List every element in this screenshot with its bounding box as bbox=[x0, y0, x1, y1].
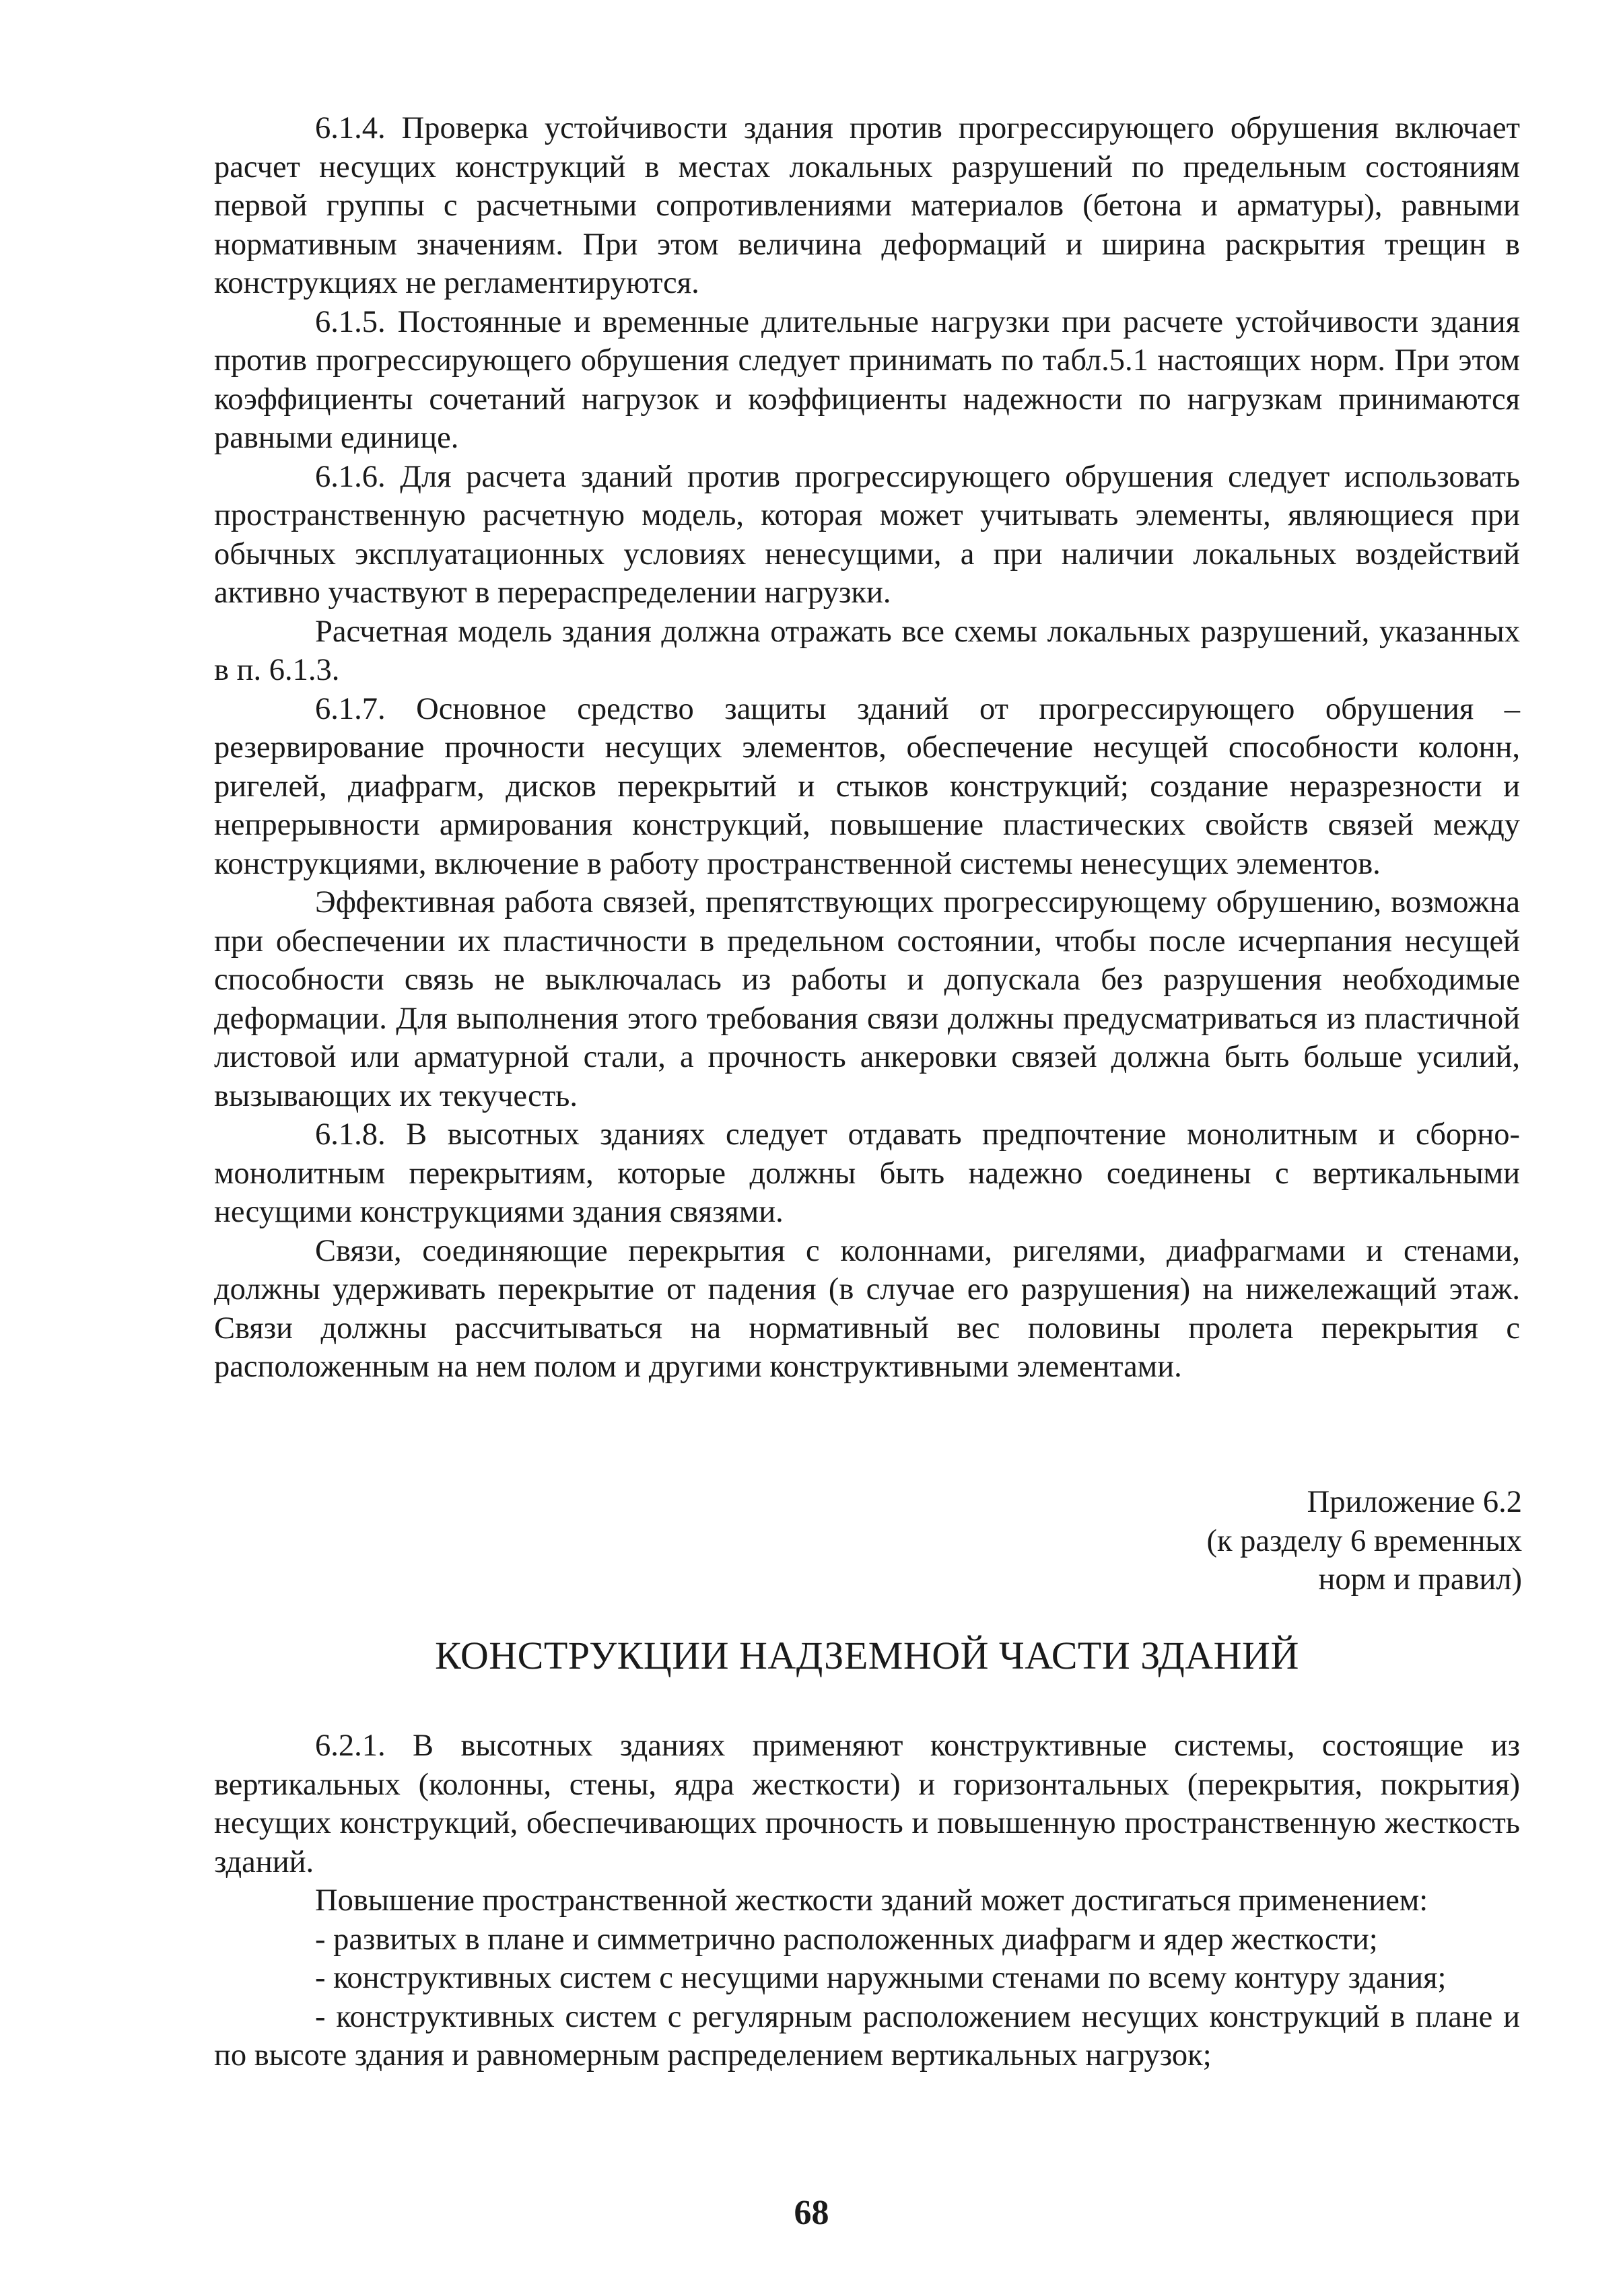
appendix-number: Приложение 6.2 bbox=[1307, 1485, 1522, 1519]
paragraph-6-1-7: 6.1.7. Основное средство защиты зданий от прогрессирующего обрушения – резервирование прочности несущих элементов, обеспечение несущей способности колонн, ригелей, диафрагм, дисков перекрытий и стыков конструкций; создание неразрезности и непрерывности армирования конструкций, повышение пластических свойств связей между конструкциями, включение в работу пространственной системы ненесущих элементов. bbox=[214, 691, 1520, 881]
appendix-header bbox=[1051, 1483, 1522, 1599]
list-item: - развитых в плане и симметрично расположенных диафрагм и ядер жесткости; bbox=[315, 1922, 1378, 1957]
paragraph-effective-ties: Эффективная работа связей, препятствующих прогрессирующему обрушению, возможна при обеспечении их пластичности в предельном состоянии, чтобы после исчерпания несущей способности связь не выключалась из работы и допускала без разрушения необходимые деформации. Для выполнения этого требования связи должны предусматриваться из пластичной листовой или арматурной стали, а прочность анкеровки связей должна быть больше усилий, вызывающих их текучесть. bbox=[214, 885, 1520, 1113]
paragraph-calc-model: Расчетная модель здания должна отражать все схемы локальных разрушений, указанных в п. 6.1.3. bbox=[214, 614, 1520, 687]
paragraph-6-1-5: 6.1.5. Постоянные и временные длительные нагрузки при расчете устойчивости здания против прогрессирующего обрушения следует принимать по табл.5.1 настоящих норм. При этом коэффициенты сочетаний нагрузок и коэффициенты надежности по нагрузкам принимаются равными единице. bbox=[214, 304, 1520, 455]
appendix-reference-cont: норм и правил) bbox=[1318, 1562, 1522, 1597]
page-number: 68 bbox=[794, 2194, 829, 2232]
appendix-reference: (к разделу 6 временных bbox=[1206, 1523, 1522, 1558]
list-item: - конструктивных систем с несущими наружными стенами по всему контуру здания; bbox=[315, 1961, 1447, 1995]
section-6-1-body bbox=[214, 109, 1520, 1387]
paragraph-ties-floors: Связи, соединяющие перекрытия с колоннами, ригелями, диафрагмами и стенами, должны удерживать перекрытие от падения (в случае его разрушения) на нижележащий этаж. Связи должны рассчитываться на нормативный вес половины пролета перекрытия с расположенным на нем полом и другими конструктивными элементами. bbox=[214, 1233, 1520, 1384]
paragraph-6-1-4: 6.1.4. Проверка устойчивости здания против прогрессирующего обрушения включает расчет несущих конструкций в местах локальных разрушений по предельным состояниям первой группы с расчетными сопротивлениями материалов (бетона и арматуры), равными нормативным значениям. При этом величина деформаций и ширина раскрытия трещин в конструкциях не регламентируются. bbox=[214, 111, 1520, 300]
section-title: КОНСТРУКЦИИ НАДЗЕМНОЙ ЧАСТИ ЗДАНИЙ bbox=[435, 1634, 1299, 1677]
paragraph-stiffness-intro: Повышение пространственной жесткости зданий может достигаться применением: bbox=[315, 1883, 1428, 1918]
paragraph-6-2-1: 6.2.1. В высотных зданиях применяют конструктивные системы, состоящие из вертикальных (колонны, стены, ядра жесткости) и горизонтальных (перекрытия, покрытия) несущих конструкций, обеспечивающих прочность и повышенную пространственную жесткость зданий. bbox=[214, 1729, 1520, 1879]
section-6-2-body bbox=[214, 1727, 1520, 2075]
paragraph-6-1-6: 6.1.6. Для расчета зданий против прогрессирующего обрушения следует использовать пространственную расчетную модель, которая может учитывать элементы, являющиеся при обычных эксплуатационных условиях ненесущими, а при наличии локальных воздействий активно участвуют в перераспределении нагрузки. bbox=[214, 459, 1520, 610]
list-item: - конструктивных систем с регулярным расположением несущих конструкций в плане и по высоте здания и равномерным распределением вертикальных нагрузок; bbox=[214, 1999, 1520, 2073]
paragraph-6-1-8: 6.1.8. В высотных зданиях следует отдавать предпочтение монолитным и сборно-монолитным перекрытиям, которые должны быть надежно соединены с вертикальными несущими конструкциями здания связями. bbox=[214, 1117, 1520, 1229]
